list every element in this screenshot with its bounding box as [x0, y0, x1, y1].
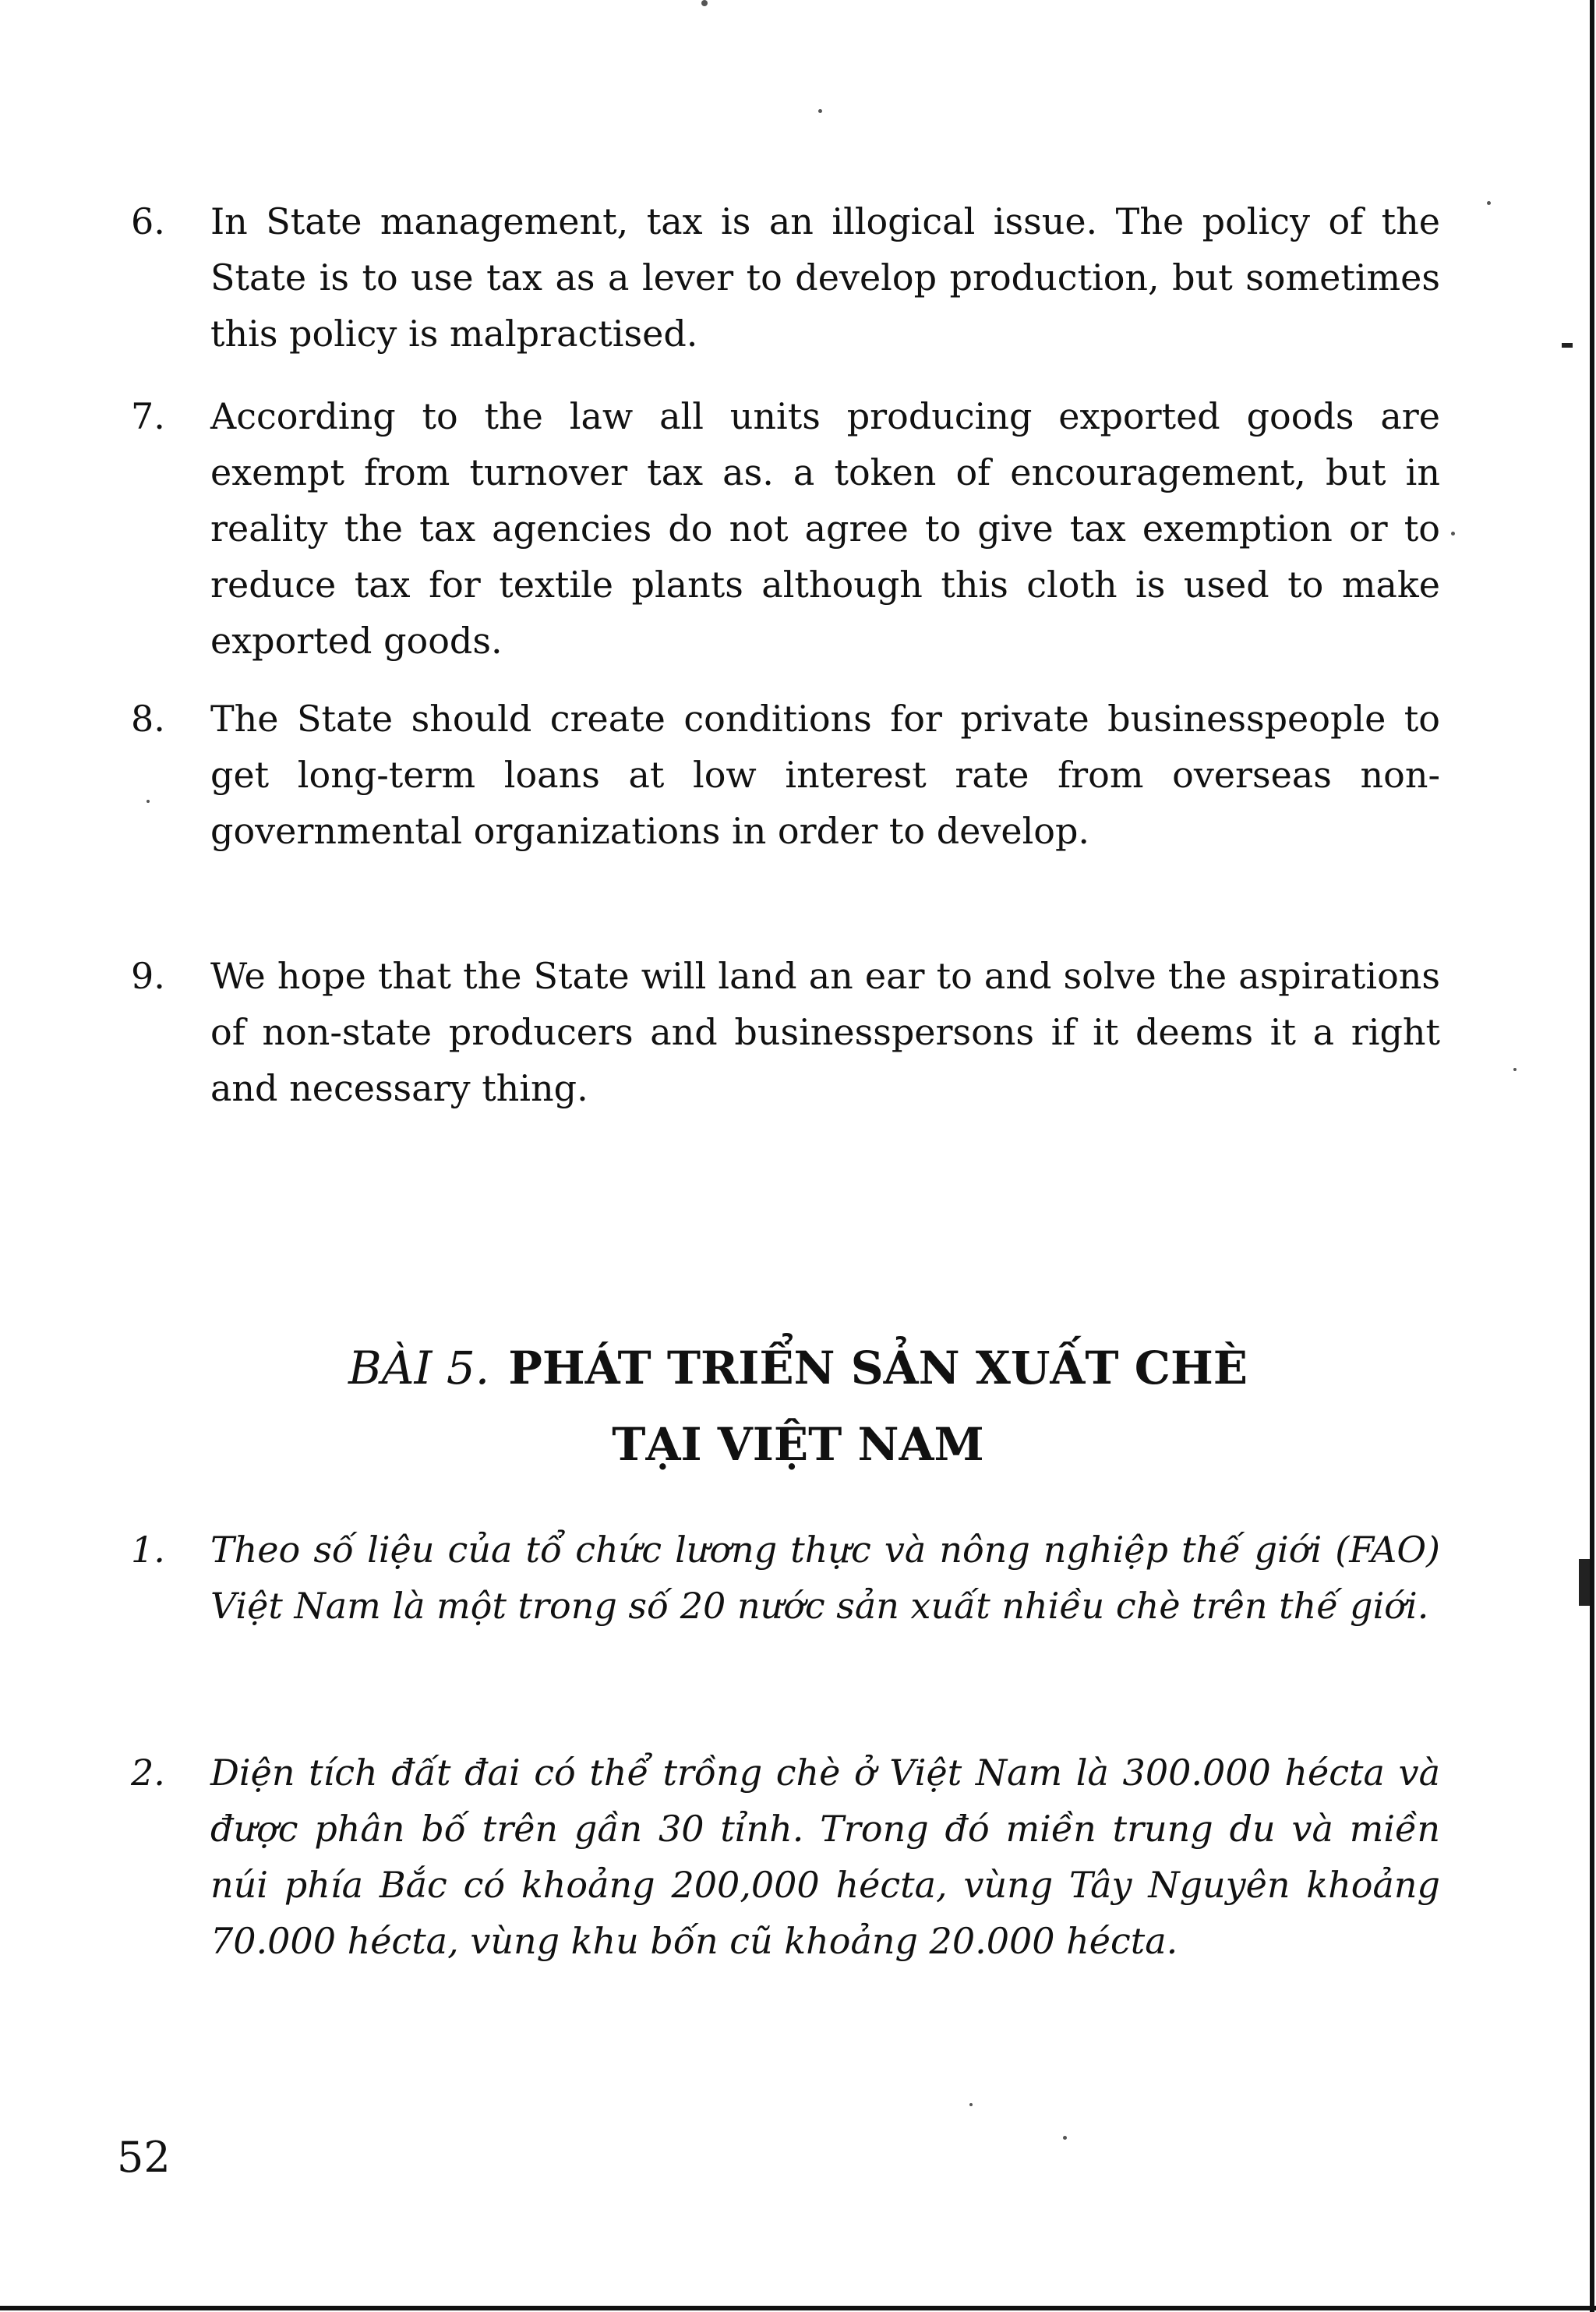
list-item-vi-1 — [131, 1522, 1440, 1634]
scan-speck — [818, 109, 822, 113]
list-item-8 — [131, 691, 1440, 859]
lesson-heading-line-2 — [0, 1408, 1596, 1481]
item-text: We hope that the State will land an ear to and solve the aspirations of non-state producers and businesspersons if it deems it a right and necessary thing. — [210, 955, 1440, 1109]
scan-speck — [1063, 2136, 1067, 2140]
item-text: In State management, tax is an illogical issue. The policy of the State is to use tax as a lever to develop production, but sometimes this policy is malpractised. — [210, 200, 1440, 355]
lesson-label: BÀI 5. — [348, 1342, 490, 1395]
scan-speck — [701, 0, 708, 6]
item-text: According to the law all units producing exported goods are exempt from turnover tax as. a token of encouragement, but in reality the tax agencies do not agree to give tax exemption or to reduce tax for textile plants although this cloth is used to make exported goods. — [210, 395, 1440, 662]
item-number: 7. — [131, 395, 165, 437]
item-number: 8. — [131, 698, 165, 740]
scan-speck — [1451, 532, 1455, 536]
list-item-7 — [131, 388, 1440, 669]
scan-speck — [969, 2103, 973, 2106]
scan-speck — [1487, 201, 1491, 205]
lesson-heading — [0, 1331, 1596, 1405]
item-text: Diện tích đất đai có thể trồng chè ở Việt Nam là 300.000 hécta và được phân bố trên gần 30 tỉnh. Trong đó miền trung du và miền núi phía Bắc có khoảng 200,000 hécta, vùng Tây Nguyên khoảng 70.000 hécta, vùng khu bốn cũ khoảng 20.000 hécta. — [210, 1752, 1440, 1962]
scan-border-right — [1590, 0, 1594, 2312]
item-number: 2. — [131, 1752, 165, 1794]
heading-line-2: TẠI VIỆT NAM — [612, 1418, 984, 1471]
list-item-9 — [131, 948, 1440, 1116]
item-number: 9. — [131, 955, 165, 997]
heading-line-1: PHÁT TRIỂN SẢN XUẤT CHÈ — [508, 1342, 1248, 1395]
item-number: 6. — [131, 200, 165, 242]
scan-border-bottom — [0, 2306, 1596, 2310]
scan-speck — [1513, 1068, 1517, 1071]
list-item-6 — [131, 193, 1440, 362]
list-item-vi-2 — [131, 1745, 1440, 1969]
item-number: 1. — [131, 1529, 165, 1571]
item-text: The State should create conditions for private businesspeople to get long-term loans at low interest rate from overseas non-governmental organizations in order to develop. — [210, 698, 1440, 852]
scan-speck — [147, 800, 150, 803]
margin-mark — [1562, 343, 1573, 348]
page-number: 52 — [117, 2133, 171, 2182]
margin-mark — [1579, 1559, 1590, 1606]
item-text: Theo số liệu của tổ chức lương thực và nông nghiệp thế giới (FAO) Việt Nam là một trong số 20 nước sản xuất nhiều chè trên thế giới. — [210, 1529, 1440, 1627]
